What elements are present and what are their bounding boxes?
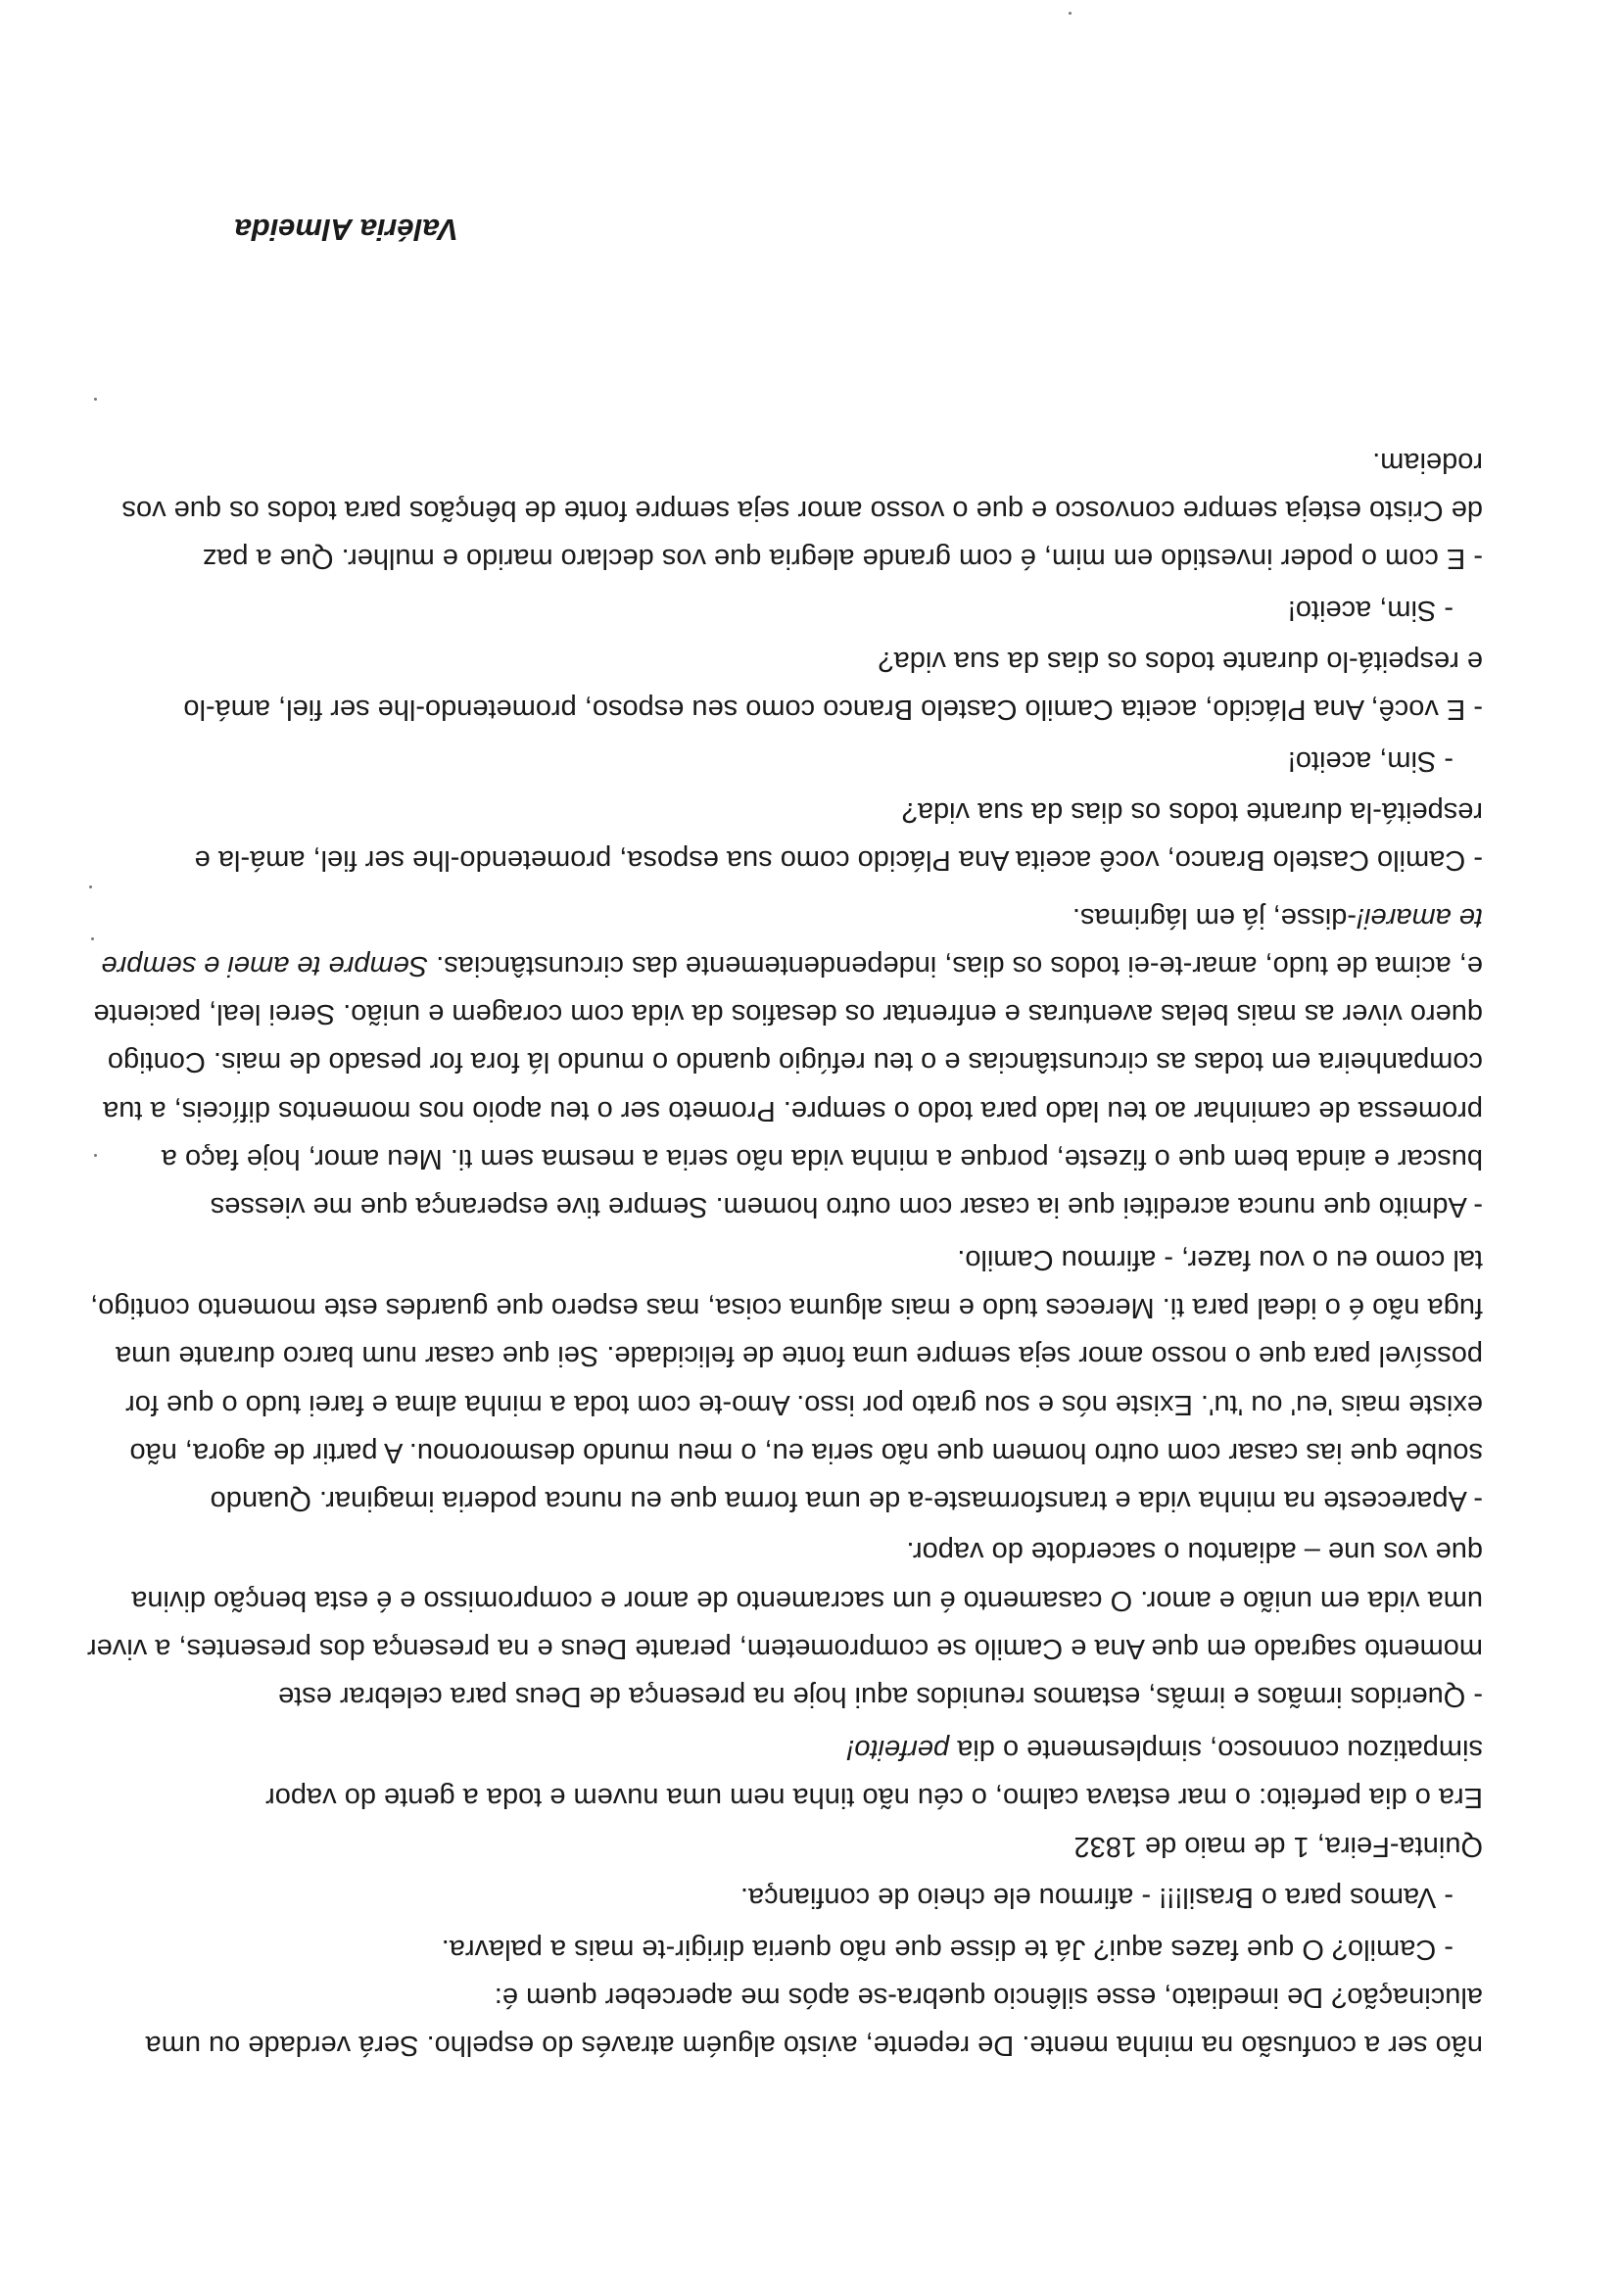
text-line: Era o dia perfeito: o mar estava calmo, o céu não tinha nem uma nuvem e toda a gente do vapor [265, 1782, 1483, 1813]
text-line: rodeiam. [1372, 446, 1483, 478]
paragraph-question-ana [121, 637, 1483, 733]
text-line: - E você, Ana Plácido, aceita Camilo Castelo Branco como seu esposo, prometendo-lhe ser fiel, amá-lo [183, 694, 1483, 725]
paragraph-priest [87, 1527, 1483, 1720]
text-line: existe mais 'eu' ou 'tu'. Existe nós e sou grato por isso. Amo-te com toda a minha alma e farei tudo o que for [125, 1388, 1483, 1420]
text-line: - Vamos para o Brasil!!! - afirmou ele cheio de confiança. [739, 1882, 1453, 1913]
text-line: respeitá-la durante todos os dias da sua vida? [901, 795, 1483, 828]
text-line: possível para que o nosso amor seja sempre uma fonte de felicidade. Sei que casar num barco durante uma [115, 1340, 1483, 1372]
paragraph-camilo-vows [90, 1235, 1483, 1524]
author-signature: Valéria Almeida [234, 213, 458, 247]
dialogue-camilo-question [92, 1925, 1483, 1973]
text-line [121, 1725, 1483, 1773]
emphasis-text: Sempre te amei e sempre [101, 950, 429, 982]
text-line: - E com o poder investido em mim, é com grande alegria que vos declaro marido e mulher. Que a paz [202, 543, 1483, 574]
text-line: quero viver as mais belas aventuras e enfrentar os desafios da vida com coragem e união. Serei leal, paciente [93, 998, 1483, 1030]
text-line: promessa de caminhar ao teu lado para todo o sempre. Prometo ser o teu apoio nos momentos difíceis, a tua [103, 1094, 1483, 1126]
text-line: - Admito que nunca acreditei que ia casar com outro homem. Sempre tive esperança que me viesses [210, 1191, 1483, 1222]
text-line: de Cristo esteja sempre convosco e que o vosso amor seja sempre fonte de bênçãos para todos os que vos [121, 494, 1483, 526]
text-line: - Apareceste na minha vida e transformaste-a de uma forma que eu nunca poderia imaginar. Quando [210, 1485, 1483, 1516]
text-line: uma vida em união e amor. O casamento é um sacramento de amor e compromisso e é esta benção divina [131, 1584, 1483, 1616]
text-line: momento sagrado em que Ana e Camilo se comprometem, perante Deus e na presença dos presentes, a viver [87, 1632, 1483, 1664]
text-line: não ser a confusão na minha mente. De repente, avisto alguém através do espelho. Será verdade ou uma [145, 2030, 1483, 2061]
text-line: - Sim, aceito! [1287, 595, 1453, 626]
paragraph-perfect-day [121, 1725, 1483, 1821]
emphasis-text: perfeito! [846, 1733, 950, 1765]
text-line: - Camilo? O que fazes aqui? Já te disse que não queria dirigir-te mais a palavra. [441, 1934, 1453, 1965]
text-line: soube que ias casar com outro homem que não seria eu, o meu mundo desmoronou. A partir de agora, não [129, 1436, 1483, 1468]
answer-ana [92, 586, 1483, 634]
emphasis-text: te amarei! [1357, 901, 1483, 933]
date-line: Quinta-Feira, 1 de maio de 1832 [1073, 1831, 1483, 1862]
scan-speck [94, 398, 97, 401]
text-line: - Queridos irmãos e irmãs, estamos reunidos aqui hoje na presença de Deus para celebrar este [278, 1681, 1483, 1712]
text-line [121, 893, 1483, 941]
text-segment: -disse, já em lágrimas. [1072, 901, 1358, 933]
date-heading [121, 1822, 1483, 1870]
answer-camilo [92, 737, 1483, 785]
text-line: companheira em todas as circunstâncias e o teu refúgio quando o mundo lá fora for pesado de mais. Contigo [107, 1046, 1483, 1078]
paragraph-declaration [121, 437, 1483, 582]
text-segment: simpatizou connosco, simplesmente o dia [957, 1733, 1483, 1765]
paragraph-ana-vows [93, 893, 1483, 1230]
text-line: que vos une – adiantou o sacerdote do vapor. [906, 1536, 1483, 1568]
text-line: e respeitá-lo durante todos os dias da sua vida? [878, 645, 1483, 677]
paragraph-opening [121, 1973, 1483, 2069]
text-line: tal como eu o vou fazer, - afirmou Camilo. [957, 1244, 1483, 1276]
dialogue-brasil [92, 1873, 1483, 1921]
scan-speck [1069, 12, 1072, 15]
scan-speck [89, 885, 92, 888]
paragraph-question-camilo [121, 788, 1483, 884]
text-line [101, 941, 1483, 989]
text-line: alucinação? De imediato, esse silêncio quebra-se após me aperceber quem é: [494, 1981, 1483, 2013]
text-line: - Camilo Castelo Branco, você aceita Ana Plácido como sua esposa, prometendo-lhe ser fiel, amá-la e [194, 844, 1483, 876]
scan-speck [94, 1154, 97, 1157]
text-line: fuga não é o ideal para ti. Mereces tudo e mais alguma coisa, mas espero que guardes este momento contigo, [90, 1292, 1483, 1324]
text-line: buscar e ainda bem que o fizeste, porque a minha vida não seria a mesma sem ti. Meu amor, hoje faço a [161, 1142, 1483, 1174]
scan-speck [91, 937, 94, 940]
text-segment: e, acima de tudo, amar-te-ei todos os dias, independentemente das circunstâncias. [436, 950, 1483, 982]
text-line: - Sim, aceito! [1287, 745, 1453, 777]
